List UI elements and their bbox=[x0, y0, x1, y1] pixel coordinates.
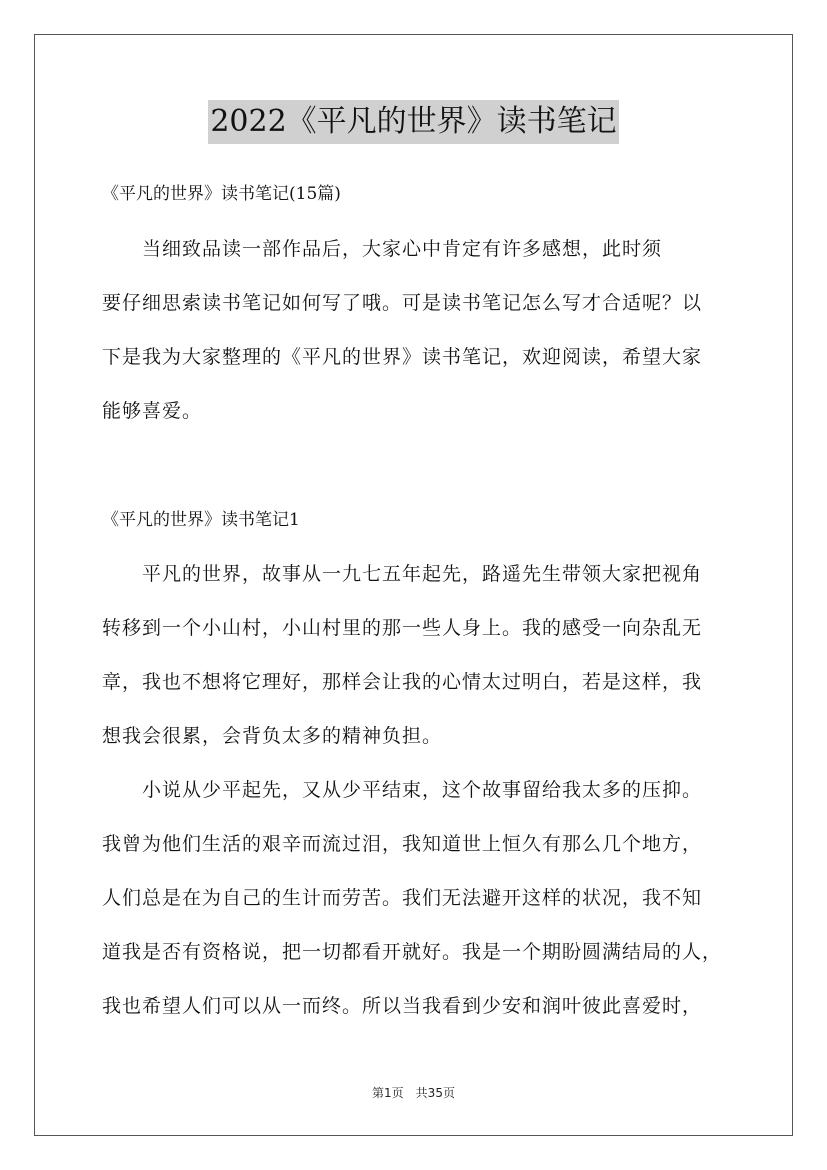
body-line: 人们总是在为自己的生计而劳苦。我们无法避开这样的状况，我不知 bbox=[102, 887, 703, 909]
document-subtitle: 《平凡的世界》读书笔记(15篇) bbox=[102, 184, 341, 204]
intro-line: 要仔细思索读书笔记如何写了哦。可是读书笔记怎么写才合适呢？以 bbox=[102, 292, 703, 314]
title-container bbox=[0, 100, 827, 144]
body-line: 章，我也不想将它理好，那样会让我的心情太过明白，若是这样，我 bbox=[102, 671, 703, 693]
document-title: 2022《平凡的世界》读书笔记 bbox=[208, 100, 618, 144]
body-line: 转移到一个小山村，小山村里的那一些人身上。我的感受一向杂乱无 bbox=[102, 617, 703, 639]
body-line: 道我是否有资格说，把一切都看开就好。我是一个期盼圆满结局的人， bbox=[102, 941, 723, 963]
intro-line: 当细致品读一部作品后，大家心中肯定有许多感想，此时须 bbox=[102, 238, 663, 260]
body-line: 平凡的世界，故事从一九七五年起先，路遥先生带领大家把视角 bbox=[102, 563, 703, 585]
intro-line: 能够喜爱。 bbox=[102, 400, 203, 422]
section-heading: 《平凡的世界》读书笔记1 bbox=[102, 510, 300, 530]
body-line: 小说从少平起先，又从少平结束，这个故事留给我太多的压抑。 bbox=[102, 779, 703, 801]
body-line: 想我会很累，会背负太多的精神负担。 bbox=[102, 725, 443, 747]
page-number-label: 第1页 共35页 bbox=[372, 1086, 455, 1100]
body-line: 我曾为他们生活的艰辛而流过泪，我知道世上恒久有那么几个地方， bbox=[102, 833, 703, 855]
page-footer bbox=[0, 1084, 827, 1101]
intro-line: 下是我为大家整理的《平凡的世界》读书笔记，欢迎阅读，希望大家 bbox=[102, 346, 703, 368]
body-line: 我也希望人们可以从一而终。所以当我看到少安和润叶彼此喜爱时， bbox=[102, 995, 703, 1017]
